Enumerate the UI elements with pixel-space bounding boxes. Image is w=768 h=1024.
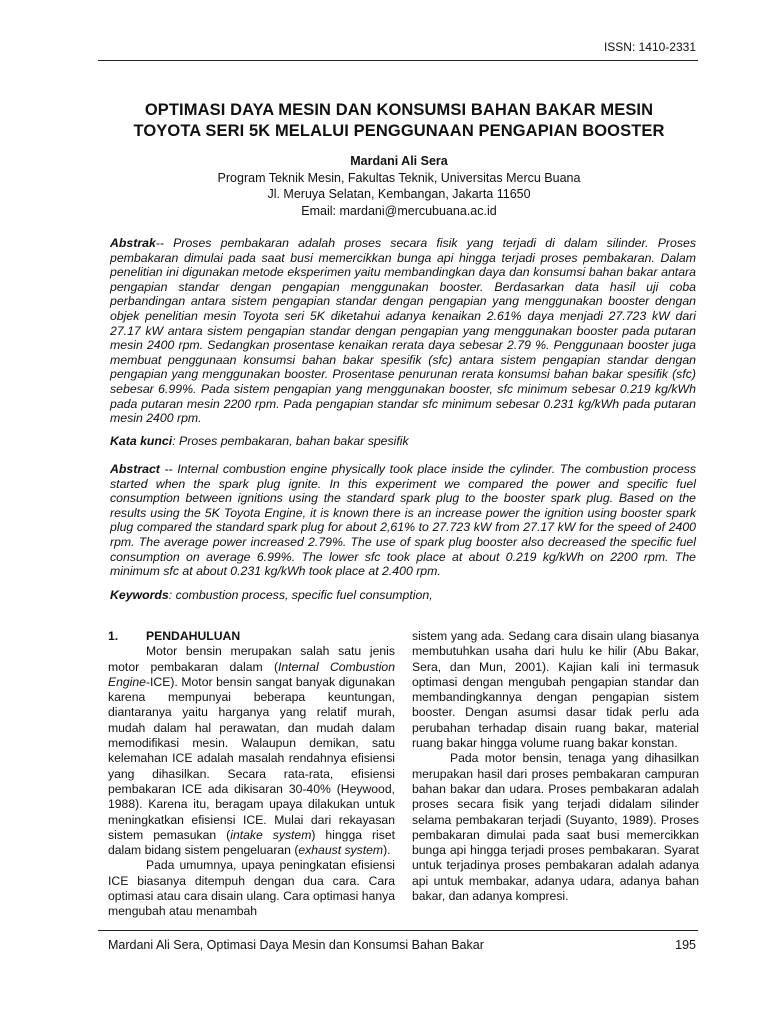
keywords-id-text: : Proses pembakaran, bahan bakar spesifik [172, 434, 409, 448]
author-block [100, 153, 698, 219]
abstract-english [110, 462, 696, 579]
p1-italic-ice: Internal Combustion Engine [108, 659, 395, 689]
title-line-1: OPTIMASI DAYA MESIN DAN KONSUMSI BAHAN BAKAR MESIN [144, 101, 654, 119]
affiliation: Program Teknik Mesin, Fakultas Teknik, Universitas Mercu Buana [217, 170, 581, 185]
author-name: Mardani Ali Sera [350, 154, 448, 168]
address: Jl. Meruya Selatan, Kembangan, Jakarta 11650 [267, 187, 531, 201]
title-line-2: TOYOTA SERI 5K MELALUI PENGGUNAAN PENGAPIAN BOOSTER [133, 122, 665, 140]
keywords-english [110, 588, 696, 603]
keywords-indonesian [110, 434, 696, 449]
running-title: Mardani Ali Sera, Optimasi Daya Mesin dan Konsumsi Bahan Bakar [108, 938, 484, 952]
paragraph-3: sistem yang ada. Sedang cara disain ulang biasanya membutuhkan usaha dari hulu ke hilir (Abu Bakar, Sera, dan Mun, 2001). Kajian kali ini termasuk optimasi dengan mengubah pengapian standar dan membandingkannya dengan pengapian sistem booster. Dengan asumsi dasar tidak perlu ada perubahan terhadap disain ruang bakar, material ruang bakar hingga volume ruang bakar konstan. [412, 629, 699, 751]
issn-label: ISSN: 1410-2331 [603, 40, 696, 54]
body-column-right [412, 629, 699, 904]
p1-text-c: -ICE). Motor bensin sangat banyak digunakan karena mempunyai beberapa keuntungan, diantaranya yaitu harganya yang relatif murah, mudah dalam hal perawatan, dan mudah dalam memodifikasi mesin. Walaupun demikan, satu kelemahan ICE adalah masalah rendahnya efisiensi yang dihasilkan. Secara rata-rata, efisiensi pembakaran ICE ada dikisaran 30-40% (Heywood, 1988). Karena itu, beragam upaya dilakukan untuk meningkatkan efisiensi ICE. Mulai dari rekayasan sistem pemasukan ( [108, 674, 395, 842]
email: Email: mardani@mercubuana.ac.id [301, 203, 497, 218]
abstract-id-text: -- Proses pembakaran adalah proses secara fisik yang terjadi di dalam silinder. Proses pembakaran dimulai pada saat busi memercikkan bunga api hingga terjadi proses pembakaran. Dalam penelitian ini digunakan metode eksperimen yaitu membandingkan daya dan konsumsi bahan bakar antara pengapian standar dengan pengapian menggunakan booster. Berdasarkan data hasil uji coba perbandingan antara sistem pengapian standar dengan pengapian yang menggunakan booster dengan objek penelitian mesin Toyota seri 5K diketahui adanya kenaikan 2.61% daya menjadi 27.723 kW dari 27.17 kW antara sistem pengapian standar dengan pengapian yang menggunakan booster pada putaran mesin 2400 rpm. Sedangkan prosentase kenaikan rerata daya sebesar 2.79 %. Penggunaan booster juga membuat penggunaan konsumsi bahan bakar spesifik (sfc) antara sistem pengapian standar dengan pengapian yang menggunakan booster. Prosentase penurunan rerata konsumsi bahan bakar spesifik (sfc) sebesar 6.99%. Pada sistem pengapian yang menggunakan booster, sfc minimum sebesar 0.219 kg/kWh pada putaran mesin 2200 rpm. Pada pengapian standar sfc minimum sebesar 0.231 kg/kWh pada putaran mesin 2400 rpm. [110, 236, 696, 426]
p1-text-g: ). [383, 843, 391, 858]
page-number: 195 [675, 938, 696, 952]
section-heading [108, 629, 395, 644]
keywords-en-label: Keywords [110, 588, 169, 602]
p1-text-e: ) hingga riset dalam bidang sistem pengeluaran ( [108, 827, 395, 858]
keywords-en-text: : combustion process, specific fuel consumption, [168, 588, 433, 602]
footer-rule [98, 930, 698, 931]
abstract-en-text: -- Internal combustion engine physically took place inside the cylinder. The combustion process started when the spark plug ignite. In this experiment we compared the power and specific fuel consumption between ignitions using the standard spark plug to the booster spark plug. Based on the results using the 5K Toyota Engine, it is known there is an increase power the ignition using booster spark plug compared the standard spark plug for about 2,61% to 27.723 kW from 27.17 kW for the speed of 2400 rpm. The average power increased 2.79%. The use of spark plug booster also decreased the specific fuel consumption on average 6.99%. The lower sfc took place at about 0.219 kg/kWh on 2200 rpm. The minimum sfc at about 0.231 kg/kWh took place at 2.400 rpm. [110, 462, 696, 579]
paragraph-1 [108, 644, 395, 858]
abstract-en-label: Abstract [110, 462, 160, 476]
p1-italic-exhaust: exhaust system [298, 843, 384, 858]
keywords-id-label: Kata kunci [110, 434, 173, 448]
paper-title [100, 100, 698, 142]
abstract-id-label: Abstrak [110, 236, 156, 250]
paragraph-2: Pada umumnya, upaya peningkatan efisiensi ICE biasanya ditempuh dengan dua cara. Cara optimasi atau cara disain ulang. Cara optimasi hanya mengubah atau menambah [108, 858, 395, 919]
section-title: PENDAHULUAN [146, 629, 241, 643]
abstract-indonesian [110, 236, 696, 426]
page-footer [108, 938, 696, 952]
section-number: 1. [108, 629, 119, 643]
p1-text-a: Motor bensin merupakan salah satu jenis motor pembakaran dalam ( [108, 644, 395, 674]
body-column-left [108, 629, 395, 920]
header-rule [98, 60, 698, 61]
paragraph-4: Pada motor bensin, tenaga yang dihasilkan merupakan hasil dari proses pembakaran campuran bahan bakar dan udara. Proses pembakaran adalah proses secara fisik yang terjadi didalam silinder selama pembakaran terjadi (Suyanto, 1989). Proses pembakaran dimulai pada saat busi memercikkan bunga api hingga terjadi proses pembakaran. Syarat untuk terjadinya proses pembakaran adalah adanya api untuk membakar, adanya udara, adanya bahan bakar, dan adanya kompresi. [412, 751, 699, 904]
p1-italic-intake: intake system [230, 827, 312, 842]
